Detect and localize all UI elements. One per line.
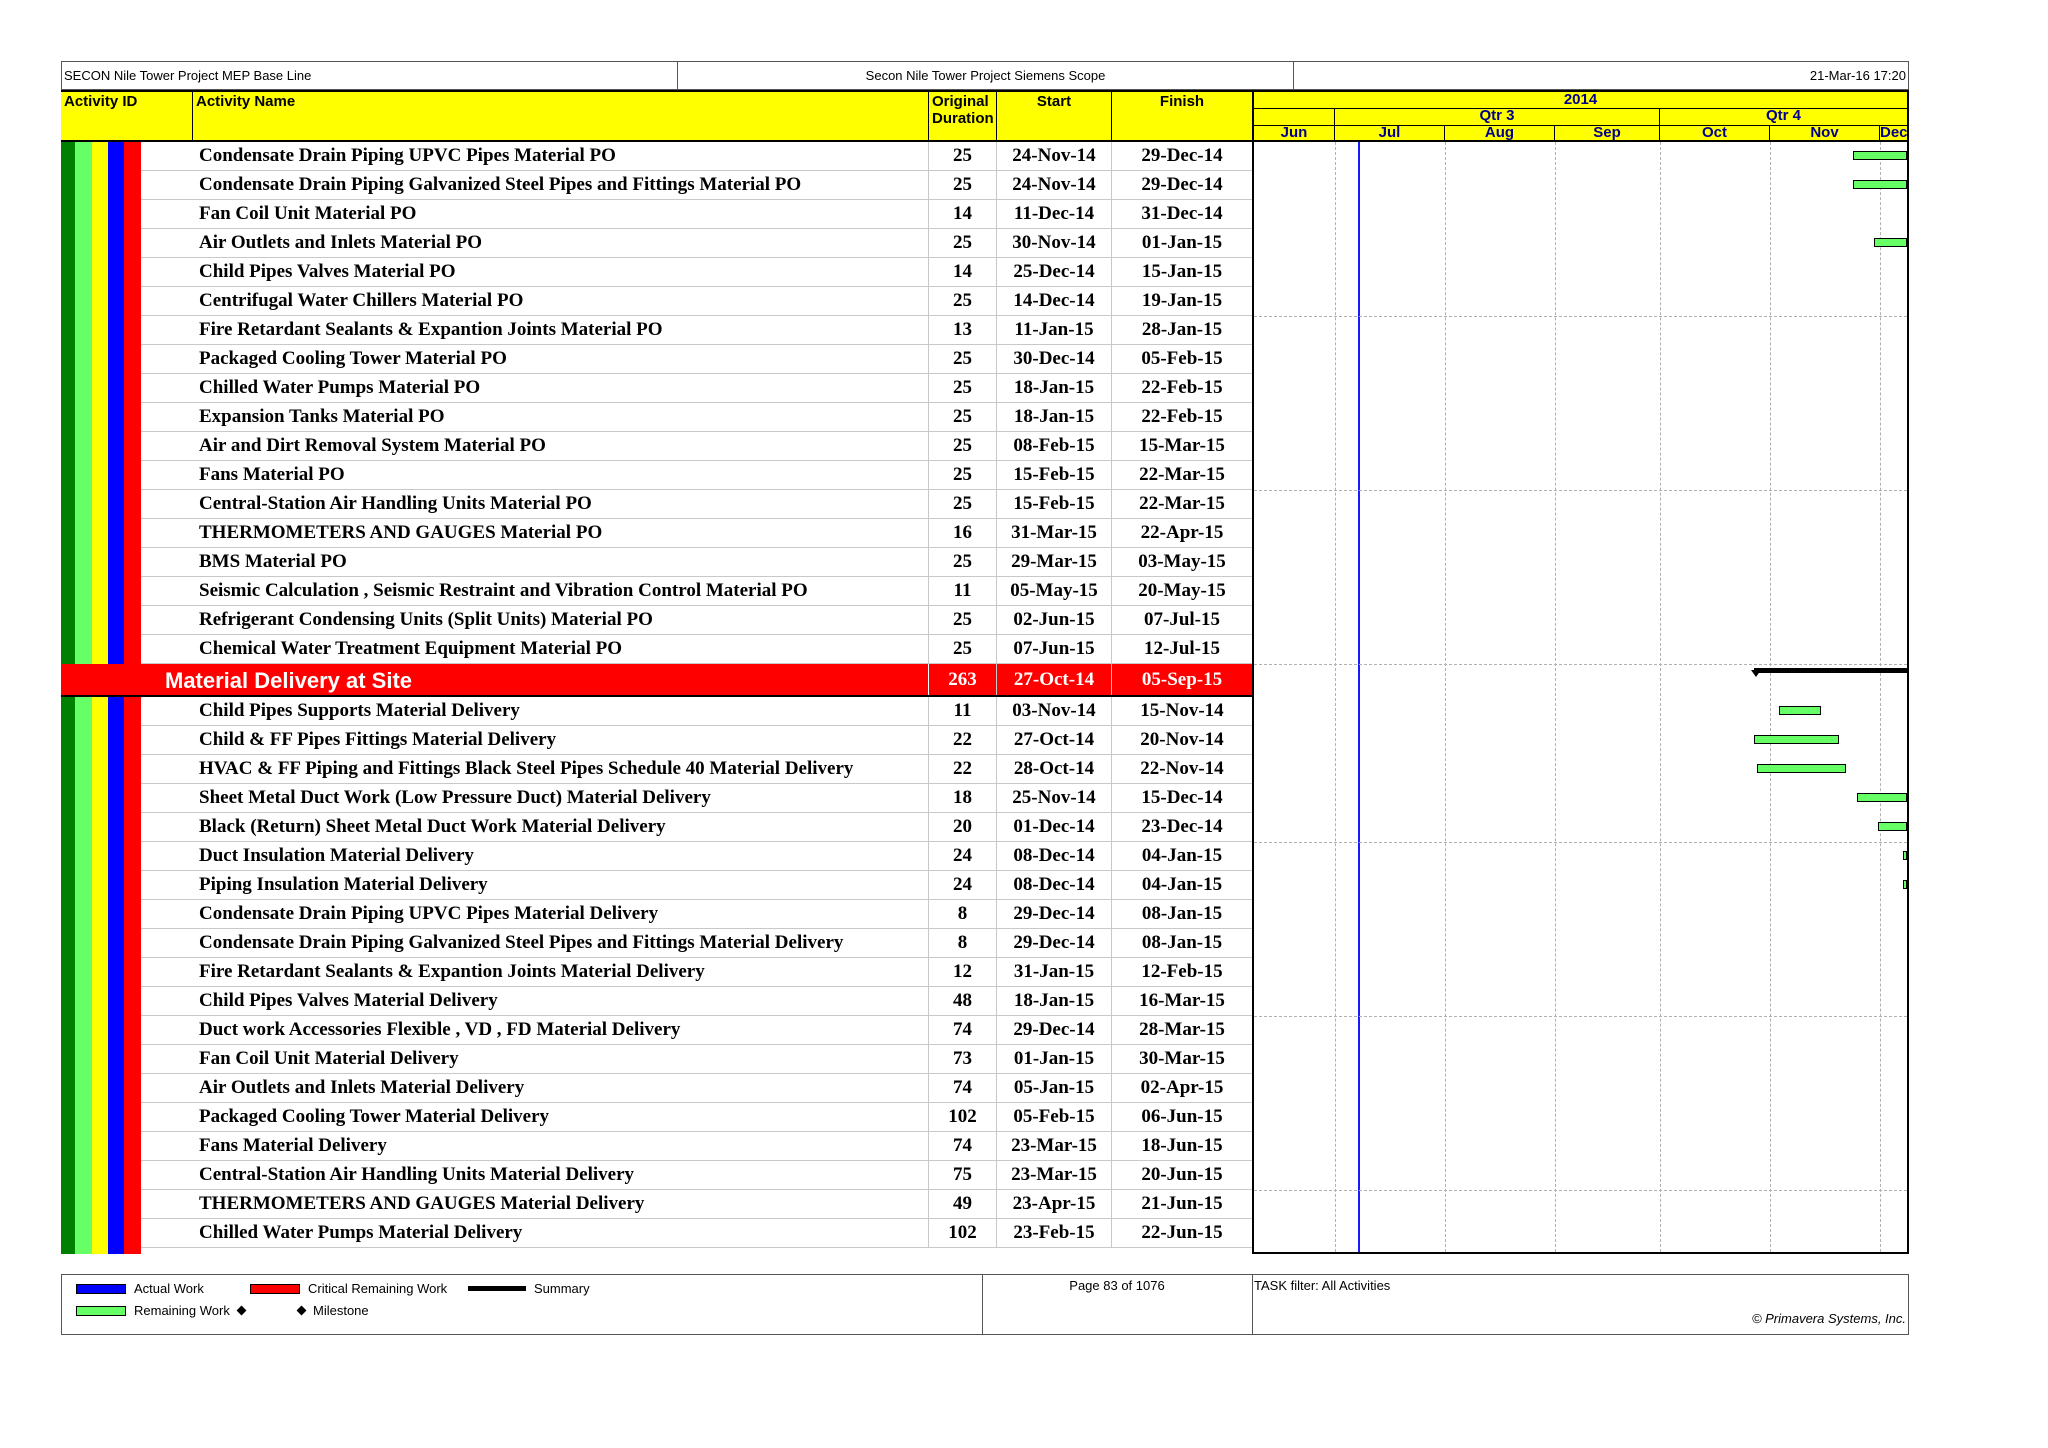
activity-row[interactable]: [141, 432, 1252, 461]
month-label: Dec: [1880, 124, 1908, 141]
finish-date: 28-Mar-15: [1139, 1019, 1225, 1040]
start-date: 18-Jan-15: [997, 374, 1112, 402]
activity-row[interactable]: [141, 374, 1252, 403]
activity-name: Chemical Water Treatment Equipment Material PO: [193, 635, 929, 663]
activity-row[interactable]: [141, 813, 1252, 842]
activity-row[interactable]: [141, 606, 1252, 635]
finish-date: 29-Dec-14: [1141, 145, 1223, 166]
activity-name: Packaged Cooling Tower Material Delivery: [193, 1103, 929, 1131]
col-start[interactable]: Start: [997, 92, 1112, 140]
original-duration: 20: [929, 813, 997, 841]
start-date: 23-Mar-15: [997, 1161, 1112, 1189]
activity-row[interactable]: [141, 519, 1252, 548]
finish-date: 22-Mar-15: [1139, 464, 1225, 485]
activity-name: Expansion Tanks Material PO: [193, 403, 929, 431]
start-date: 30-Dec-14: [997, 345, 1112, 373]
finish-date: 20-Jun-15: [1141, 1164, 1223, 1185]
original-duration: 24: [929, 871, 997, 899]
activity-row[interactable]: [141, 755, 1252, 784]
start-date: 25-Dec-14: [997, 258, 1112, 286]
col-finish[interactable]: Finish: [1159, 93, 1205, 110]
finish-date: 20-May-15: [1138, 580, 1226, 601]
activity-name: Air Outlets and Inlets Material PO: [193, 229, 929, 257]
activity-name: Material Delivery at Site: [159, 664, 929, 695]
start-date: 18-Jan-15: [997, 403, 1112, 431]
activity-name: Chilled Water Pumps Material Delivery: [193, 1219, 929, 1247]
activity-row[interactable]: [141, 1045, 1252, 1074]
finish-date: 06-Jun-15: [1141, 1106, 1223, 1127]
finish-date: 12-Jul-15: [1144, 638, 1220, 659]
activity-row[interactable]: [141, 726, 1252, 755]
activity-name: Air Outlets and Inlets Material Delivery: [193, 1074, 929, 1102]
start-date: 11-Jan-15: [997, 316, 1112, 344]
original-duration: 25: [929, 548, 997, 576]
schedule-page: [61, 61, 1909, 1335]
activity-name: THERMOMETERS AND GAUGES Material Delivery: [193, 1190, 929, 1218]
start-date: 07-Jun-15: [997, 635, 1112, 663]
task-filter: TASK filter: All Activities: [1254, 1278, 1391, 1293]
start-date: 29-Dec-14: [997, 929, 1112, 957]
activity-row[interactable]: [141, 171, 1252, 200]
start-date: 24-Nov-14: [997, 142, 1112, 170]
row-group-gridline: [1254, 316, 1907, 317]
original-duration: 263: [929, 664, 997, 695]
activity-row[interactable]: [141, 784, 1252, 813]
month-label: Jul: [1335, 125, 1445, 140]
actual-work-swatch: [76, 1284, 126, 1294]
original-duration: 75: [929, 1161, 997, 1189]
activity-row[interactable]: [141, 142, 1252, 171]
finish-date: 22-Mar-15: [1139, 493, 1225, 514]
month-label: Sep: [1555, 125, 1660, 140]
month-gridline: [1770, 142, 1771, 1252]
start-date: 23-Mar-15: [997, 1132, 1112, 1160]
original-duration: 14: [929, 200, 997, 228]
timescale: [1252, 90, 1909, 142]
original-duration: 25: [929, 142, 997, 170]
activity-name: Central-Station Air Handling Units Material Delivery: [193, 1161, 929, 1189]
start-date: 08-Feb-15: [997, 432, 1112, 460]
original-duration: 25: [929, 432, 997, 460]
layout-title: Secon Nile Tower Project Siemens Scope: [678, 62, 1294, 89]
original-duration: 49: [929, 1190, 997, 1218]
wbs-strip-level-3: [92, 142, 108, 1254]
start-date: 29-Dec-14: [997, 1016, 1112, 1044]
timescale-quarter-band: [1254, 108, 1907, 126]
finish-date: 22-Feb-15: [1141, 406, 1223, 427]
finish-date: 02-Apr-15: [1140, 1077, 1224, 1098]
start-date: 31-Jan-15: [997, 958, 1112, 986]
finish-date: 29-Dec-14: [1141, 174, 1223, 195]
remaining-work-bar[interactable]: [1874, 238, 1907, 247]
original-duration: 11: [929, 697, 997, 725]
activity-name: Fan Coil Unit Material PO: [193, 200, 929, 228]
original-duration: 12: [929, 958, 997, 986]
activity-name: Child Pipes Valves Material PO: [193, 258, 929, 286]
start-date: 24-Nov-14: [997, 171, 1112, 199]
activity-row[interactable]: [141, 871, 1252, 900]
finish-date: 22-Nov-14: [1140, 758, 1224, 779]
activity-row[interactable]: [141, 345, 1252, 374]
month-label: Aug: [1445, 125, 1555, 140]
start-date: 15-Feb-15: [997, 490, 1112, 518]
activity-name: Condensate Drain Piping UPVC Pipes Material PO: [193, 142, 929, 170]
finish-date: 16-Mar-15: [1139, 990, 1225, 1011]
start-date: 15-Feb-15: [997, 461, 1112, 489]
activity-row[interactable]: [141, 635, 1252, 664]
report-footer: [61, 1274, 1909, 1335]
print-date: 21-Mar-16 17:20: [1809, 68, 1906, 83]
original-duration: 8: [929, 900, 997, 928]
activity-name: Piping Insulation Material Delivery: [193, 871, 929, 899]
activity-name: THERMOMETERS AND GAUGES Material PO: [193, 519, 929, 547]
activity-name: Air and Dirt Removal System Material PO: [193, 432, 929, 460]
activity-name: Child Pipes Supports Material Delivery: [193, 697, 929, 725]
activity-row[interactable]: [141, 548, 1252, 577]
activity-row[interactable]: [141, 987, 1252, 1016]
copyright: © Primavera Systems, Inc.: [1751, 1311, 1906, 1326]
remaining-work-bar[interactable]: [1754, 735, 1839, 744]
original-duration: 22: [929, 755, 997, 783]
finish-date: 30-Mar-15: [1139, 1048, 1225, 1069]
row-group-gridline: [1254, 1016, 1907, 1017]
wbs-strip-level-1: [61, 142, 75, 1254]
legend-actual-work: Actual Work: [76, 1281, 204, 1296]
activity-name: Seismic Calculation , Seismic Restraint and Vibration Control Material PO: [193, 577, 929, 605]
finish-date: 08-Jan-15: [1141, 932, 1223, 953]
finish-date: 12-Feb-15: [1141, 961, 1223, 982]
critical-work-swatch: [250, 1284, 300, 1294]
activity-name: Fire Retardant Sealants & Expantion Joints Material PO: [193, 316, 929, 344]
start-date: 23-Feb-15: [997, 1219, 1112, 1247]
activity-name: Fan Coil Unit Material Delivery: [193, 1045, 929, 1073]
remaining-work-bar[interactable]: [1853, 151, 1907, 160]
original-duration: 102: [929, 1103, 997, 1131]
activity-name: Fans Material PO: [193, 461, 929, 489]
finish-date: 15-Nov-14: [1140, 700, 1224, 721]
remaining-work-bar[interactable]: [1903, 880, 1907, 889]
start-date: 05-Jan-15: [997, 1074, 1112, 1102]
activity-row[interactable]: [141, 1219, 1252, 1248]
activity-name: Centrifugal Water Chillers Material PO: [193, 287, 929, 315]
activity-name: Condensate Drain Piping Galvanized Steel Pipes and Fittings Material Delivery: [193, 929, 929, 957]
finish-date: 04-Jan-15: [1141, 874, 1223, 895]
activity-name: Condensate Drain Piping Galvanized Steel Pipes and Fittings Material PO: [193, 171, 929, 199]
wbs-summary-row[interactable]: [61, 664, 1252, 697]
original-duration: 14: [929, 258, 997, 286]
row-group-gridline: [1254, 664, 1907, 665]
start-date: 01-Dec-14: [997, 813, 1112, 841]
start-date: 18-Jan-15: [997, 987, 1112, 1015]
finish-date: 07-Jul-15: [1144, 609, 1220, 630]
activity-name: Fire Retardant Sealants & Expantion Joints Material Delivery: [193, 958, 929, 986]
original-duration: 25: [929, 490, 997, 518]
summary-start-marker: [1751, 670, 1761, 677]
activity-name: Refrigerant Condensing Units (Split Units) Material PO: [193, 606, 929, 634]
activity-row[interactable]: [141, 287, 1252, 316]
original-duration: 74: [929, 1016, 997, 1044]
activity-row[interactable]: [141, 490, 1252, 519]
month-gridline: [1660, 142, 1661, 1252]
activity-row[interactable]: [141, 461, 1252, 490]
activity-name: Packaged Cooling Tower Material PO: [193, 345, 929, 373]
remaining-work-bar[interactable]: [1857, 793, 1907, 802]
data-date-line: [1358, 142, 1360, 1252]
year-label: 2014: [1563, 91, 1598, 108]
start-date: 03-Nov-14: [997, 697, 1112, 725]
remaining-work-bar[interactable]: [1757, 764, 1846, 773]
finish-date: 08-Jan-15: [1141, 903, 1223, 924]
col-original-duration[interactable]: Original Duration: [929, 92, 997, 140]
activity-name: Duct work Accessories Flexible , VD , FD Material Delivery: [193, 1016, 929, 1044]
finish-date: 20-Nov-14: [1140, 729, 1224, 750]
start-date: 23-Apr-15: [997, 1190, 1112, 1218]
activity-row[interactable]: [141, 1074, 1252, 1103]
finish-date: 21-Jun-15: [1141, 1193, 1223, 1214]
row-group-gridline: [1254, 1190, 1907, 1191]
activity-row[interactable]: [141, 1161, 1252, 1190]
original-duration: 48: [929, 987, 997, 1015]
finish-date: 28-Jan-15: [1141, 319, 1223, 340]
remaining-work-bar[interactable]: [1878, 822, 1907, 831]
activity-name: Condensate Drain Piping UPVC Pipes Material Delivery: [193, 900, 929, 928]
wbs-strip-level-2: [75, 142, 92, 1254]
finish-date: 15-Jan-15: [1141, 261, 1223, 282]
col-activity-id[interactable]: Activity ID: [61, 92, 193, 140]
finish-date: 22-Apr-15: [1140, 522, 1224, 543]
month-label: Jun: [1254, 125, 1335, 140]
start-date: 05-Feb-15: [997, 1103, 1112, 1131]
original-duration: 22: [929, 726, 997, 754]
original-duration: 24: [929, 842, 997, 870]
project-title: SECON Nile Tower Project MEP Base Line: [62, 62, 678, 89]
activity-row[interactable]: [141, 1103, 1252, 1132]
month-gridline: [1555, 142, 1556, 1252]
finish-date: 15-Dec-14: [1141, 787, 1223, 808]
start-date: 27-Oct-14: [997, 726, 1112, 754]
month-gridline: [1880, 142, 1881, 1252]
finish-date: 05-Sep-15: [1141, 669, 1223, 690]
activity-row[interactable]: [141, 958, 1252, 987]
original-duration: 11: [929, 577, 997, 605]
activity-name: Black (Return) Sheet Metal Duct Work Material Delivery: [193, 813, 929, 841]
legend-critical-remaining-work: Critical Remaining Work: [250, 1281, 447, 1296]
activity-row[interactable]: [141, 929, 1252, 958]
quarter-label: Qtr 3: [1335, 108, 1660, 125]
activity-name: Child Pipes Valves Material Delivery: [193, 987, 929, 1015]
activity-name: BMS Material PO: [193, 548, 929, 576]
activity-row[interactable]: [141, 577, 1252, 606]
activity-row[interactable]: [141, 258, 1252, 287]
original-duration: 13: [929, 316, 997, 344]
quarter-label: Qtr 4: [1765, 107, 1801, 124]
original-duration: 74: [929, 1132, 997, 1160]
finish-date: 15-Mar-15: [1139, 435, 1225, 456]
original-duration: 18: [929, 784, 997, 812]
finish-date: 05-Feb-15: [1141, 348, 1223, 369]
activity-row[interactable]: [141, 1016, 1252, 1045]
activity-row[interactable]: [141, 316, 1252, 345]
activity-row[interactable]: [141, 697, 1252, 726]
original-duration: 74: [929, 1074, 997, 1102]
row-group-gridline: [1254, 842, 1907, 843]
remaining-work-swatch: [76, 1306, 126, 1316]
legend-milestone: Milestone: [298, 1303, 369, 1318]
start-date: 08-Dec-14: [997, 871, 1112, 899]
original-duration: 16: [929, 519, 997, 547]
original-duration: 25: [929, 606, 997, 634]
wbs-strip-level-4: [108, 142, 124, 1254]
original-duration: 25: [929, 345, 997, 373]
activity-name: Duct Insulation Material Delivery: [193, 842, 929, 870]
activity-name: Sheet Metal Duct Work (Low Pressure Duct) Material Delivery: [193, 784, 929, 812]
original-duration: 25: [929, 229, 997, 257]
start-date: 11-Dec-14: [997, 200, 1112, 228]
diamond-icon: [236, 1306, 246, 1316]
original-duration: 25: [929, 171, 997, 199]
finish-date: 19-Jan-15: [1141, 290, 1223, 311]
start-date: 14-Dec-14: [997, 287, 1112, 315]
start-date: 05-May-15: [997, 577, 1112, 605]
finish-date: 03-May-15: [1138, 551, 1226, 572]
month-gridline: [1445, 142, 1446, 1252]
month-label: Oct: [1660, 125, 1770, 140]
activity-row[interactable]: [141, 200, 1252, 229]
original-duration: 25: [929, 374, 997, 402]
start-date: 31-Mar-15: [997, 519, 1112, 547]
remaining-work-bar[interactable]: [1779, 706, 1822, 715]
finish-date: 23-Dec-14: [1141, 816, 1223, 837]
activity-row[interactable]: [141, 229, 1252, 258]
original-duration: 25: [929, 403, 997, 431]
start-date: 27-Oct-14: [997, 664, 1112, 695]
summary-bar[interactable]: [1754, 668, 1907, 673]
finish-date: 22-Feb-15: [1141, 377, 1223, 398]
timescale-month-band: [1254, 125, 1907, 140]
activity-row[interactable]: [141, 403, 1252, 432]
report-header: [61, 61, 1909, 90]
quarter-blank: [1254, 108, 1335, 125]
original-duration: 25: [929, 461, 997, 489]
gantt-chart-area: [1252, 142, 1909, 1254]
wbs-strip-level-5: [124, 142, 141, 1254]
start-date: 08-Dec-14: [997, 842, 1112, 870]
start-date: 25-Nov-14: [997, 784, 1112, 812]
column-header-row: [61, 90, 1252, 142]
activity-name: Fans Material Delivery: [193, 1132, 929, 1160]
activity-row[interactable]: [141, 842, 1252, 871]
summary-bar-swatch: [468, 1286, 526, 1291]
start-date: 30-Nov-14: [997, 229, 1112, 257]
legend-remaining-work: Remaining Work: [76, 1303, 245, 1318]
activity-name: HVAC & FF Piping and Fittings Black Steel Pipes Schedule 40 Material Delivery: [193, 755, 929, 783]
legend-summary: Summary: [468, 1281, 590, 1296]
activity-name: Central-Station Air Handling Units Material PO: [193, 490, 929, 518]
start-date: 28-Oct-14: [997, 755, 1112, 783]
finish-date: 04-Jan-15: [1141, 845, 1223, 866]
original-duration: 8: [929, 929, 997, 957]
milestone-diamond-icon: [297, 1306, 307, 1316]
page-number: Page 83 of 1076: [1069, 1278, 1165, 1293]
start-date: 29-Mar-15: [997, 548, 1112, 576]
month-gridline: [1335, 142, 1336, 1252]
finish-date: 31-Dec-14: [1141, 203, 1223, 224]
start-date: 29-Dec-14: [997, 900, 1112, 928]
original-duration: 25: [929, 635, 997, 663]
activity-row[interactable]: [141, 900, 1252, 929]
remaining-work-bar[interactable]: [1903, 851, 1907, 860]
row-group-gridline: [1254, 490, 1907, 491]
activity-name: Child & FF Pipes Fittings Material Delivery: [193, 726, 929, 754]
timescale-year-band: [1254, 92, 1907, 109]
col-activity-name[interactable]: Activity Name: [193, 92, 929, 140]
footer-divider: [1252, 1275, 1253, 1334]
remaining-work-bar[interactable]: [1853, 180, 1907, 189]
activity-name: Chilled Water Pumps Material PO: [193, 374, 929, 402]
activity-row[interactable]: [141, 1190, 1252, 1219]
month-label: Nov: [1770, 125, 1880, 140]
finish-date: 22-Jun-15: [1141, 1222, 1223, 1243]
finish-date: 01-Jan-15: [1141, 232, 1223, 253]
start-date: 02-Jun-15: [997, 606, 1112, 634]
activity-row[interactable]: [141, 1132, 1252, 1161]
original-duration: 73: [929, 1045, 997, 1073]
start-date: 01-Jan-15: [997, 1045, 1112, 1073]
finish-date: 18-Jun-15: [1141, 1135, 1223, 1156]
original-duration: 25: [929, 287, 997, 315]
original-duration: 102: [929, 1219, 997, 1247]
